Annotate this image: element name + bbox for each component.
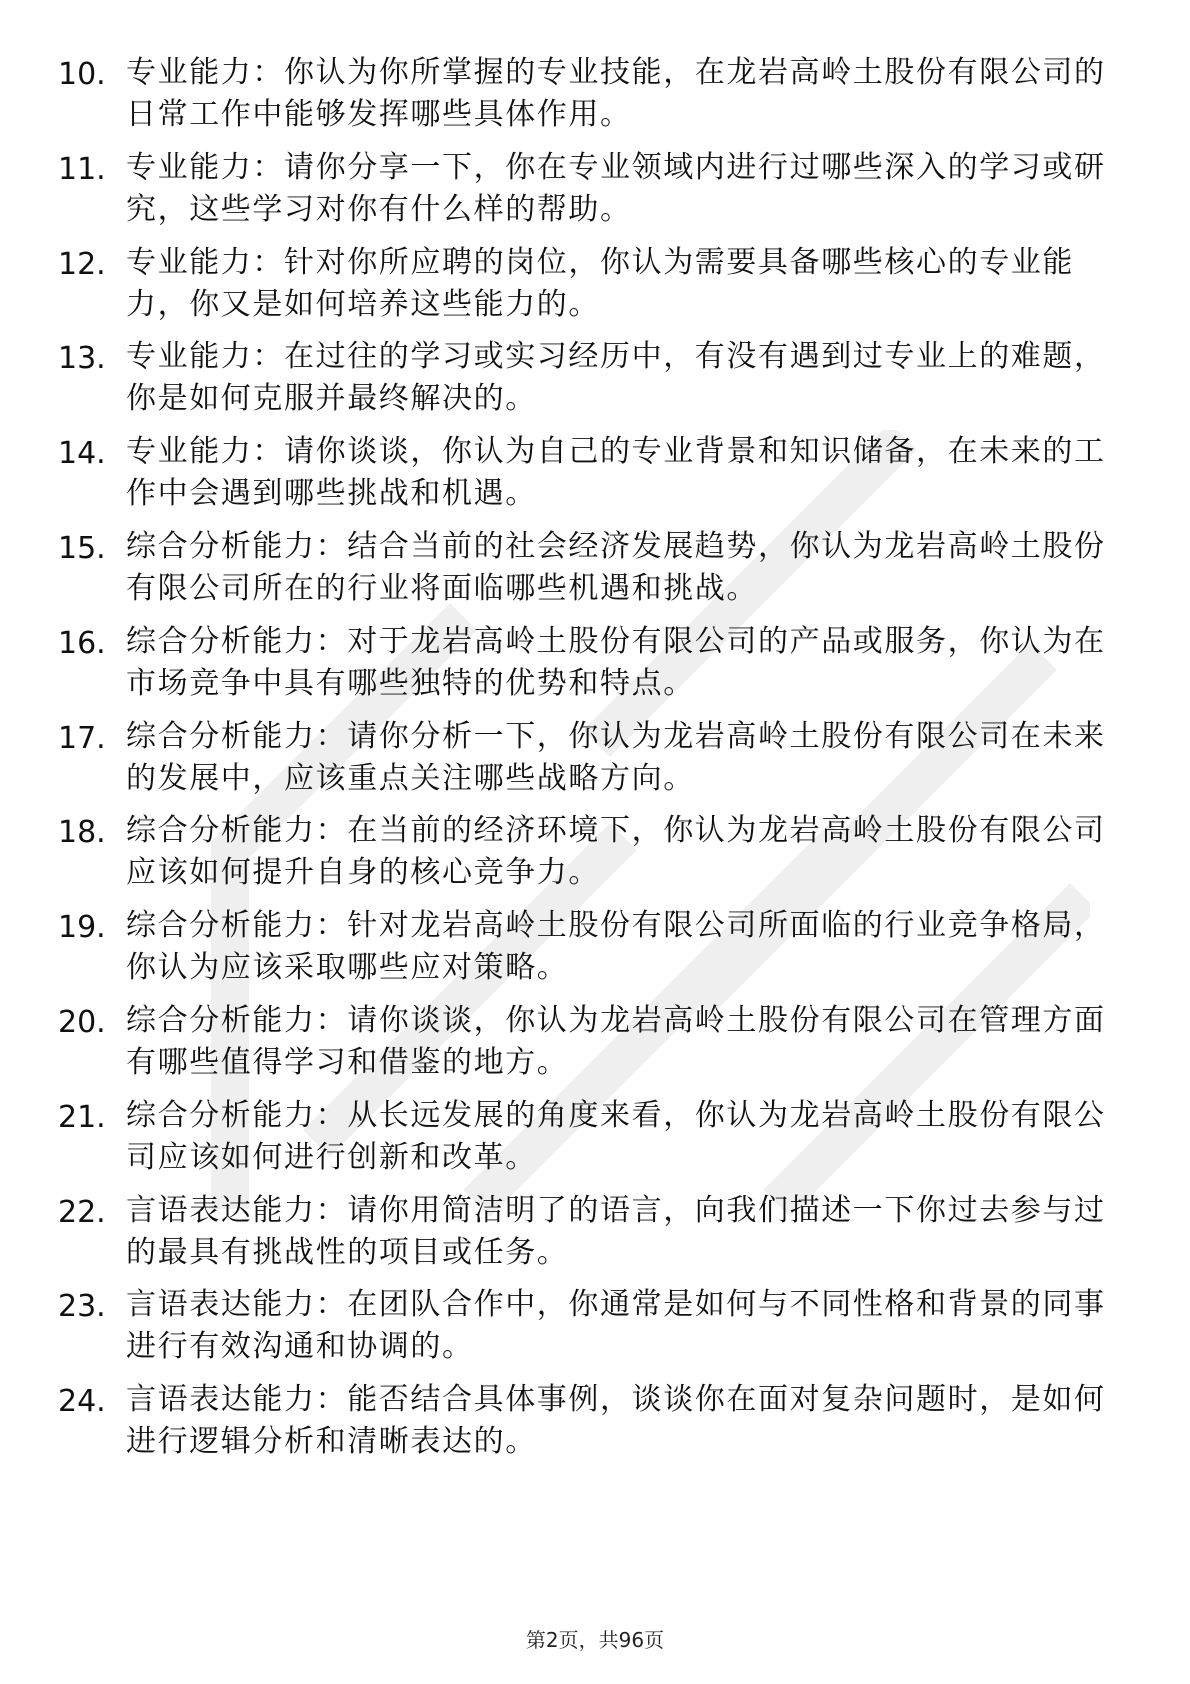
question-item: [58, 431, 1118, 526]
question-item: [58, 336, 1118, 431]
question-text: 综合分析能力：请你谈谈，你认为龙岩高岭土股份有限公司在管理方面有哪些值得学习和借鉴的地方。: [126, 1002, 1106, 1080]
question-text: 综合分析能力：针对龙岩高岭土股份有限公司所面临的行业竞争格局，你认为应该采取哪些应对策略。: [126, 908, 1106, 986]
page-footer: [0, 1624, 1190, 1653]
question-number: 20.: [58, 1004, 106, 1040]
question-number: 22.: [58, 1194, 106, 1230]
question-number: 13.: [58, 341, 106, 377]
question-text: 综合分析能力：在当前的经济环境下，你认为龙岩高岭土股份有限公司应该如何提升自身的核心竞争力。: [126, 813, 1106, 891]
question-item: [58, 52, 1118, 147]
question-text: 言语表达能力：在团队合作中，你通常是如何与不同性格和背景的同事进行有效沟通和协调的。: [126, 1287, 1106, 1365]
question-text: 专业能力：在过往的学习或实习经历中，有没有遇到过专业上的难题，你是如何克服并最终解决的。: [126, 339, 1106, 417]
question-number: 19.: [58, 910, 106, 946]
question-number: 18.: [58, 815, 106, 851]
question-text: 专业能力：你认为你所掌握的专业技能，在龙岩高岭土股份有限公司的日常工作中能够发挥哪些具体作用。: [126, 55, 1106, 132]
question-number: 21.: [58, 1099, 106, 1135]
question-list: [58, 52, 1118, 1474]
question-item: [58, 1095, 1118, 1190]
question-item: [58, 1379, 1118, 1474]
question-item: [58, 1190, 1118, 1285]
question-item: [58, 905, 1118, 1000]
question-text: 专业能力：请你分享一下，你在专业领域内进行过哪些深入的学习或研究，这些学习对你有什么样的帮助。: [126, 149, 1106, 227]
question-text: 综合分析能力：结合当前的社会经济发展趋势，你认为龙岩高岭土股份有限公司所在的行业将面临哪些机遇和挑战。: [126, 528, 1106, 606]
question-item: [58, 147, 1118, 242]
question-number: 12.: [58, 246, 106, 282]
question-text: 综合分析能力：从长远发展的角度来看，你认为龙岩高岭土股份有限公司应该如何进行创新和改革。: [126, 1097, 1106, 1175]
question-text: 专业能力：请你谈谈，你认为自己的专业背景和知识储备，在未来的工作中会遇到哪些挑战和机遇。: [126, 434, 1106, 512]
question-text: 综合分析能力：请你分析一下，你认为龙岩高岭土股份有限公司在未来的发展中，应该重点关注哪些战略方向。: [126, 718, 1106, 796]
question-item: [58, 810, 1118, 905]
question-text: 专业能力：针对你所应聘的岗位，你认为需要具备哪些核心的专业能力，你又是如何培养这些能力的。: [126, 244, 1074, 322]
question-text: 综合分析能力：对于龙岩高岭土股份有限公司的产品或服务，你认为在市场竞争中具有哪些独特的优势和特点。: [126, 623, 1106, 701]
question-item: [58, 526, 1118, 621]
question-item: [58, 716, 1118, 811]
question-item: [58, 1284, 1118, 1379]
question-number: 23.: [58, 1289, 106, 1325]
question-item: [58, 242, 1118, 337]
page-number-label: 第2页，共96页: [525, 1628, 665, 1652]
question-number: 15.: [58, 530, 106, 566]
question-number: 24.: [58, 1384, 106, 1420]
question-text: 言语表达能力：请你用简洁明了的语言，向我们描述一下你过去参与过的最具有挑战性的项目或任务。: [126, 1192, 1106, 1270]
question-number: 16.: [58, 625, 106, 661]
question-item: [58, 1000, 1118, 1095]
question-number: 11.: [58, 151, 106, 187]
question-item: [58, 621, 1118, 716]
question-number: 17.: [58, 720, 106, 756]
question-number: 10.: [58, 57, 106, 92]
question-number: 14.: [58, 436, 106, 472]
question-text: 言语表达能力：能否结合具体事例，谈谈你在面对复杂问题时，是如何进行逻辑分析和清晰表达的。: [126, 1382, 1106, 1460]
